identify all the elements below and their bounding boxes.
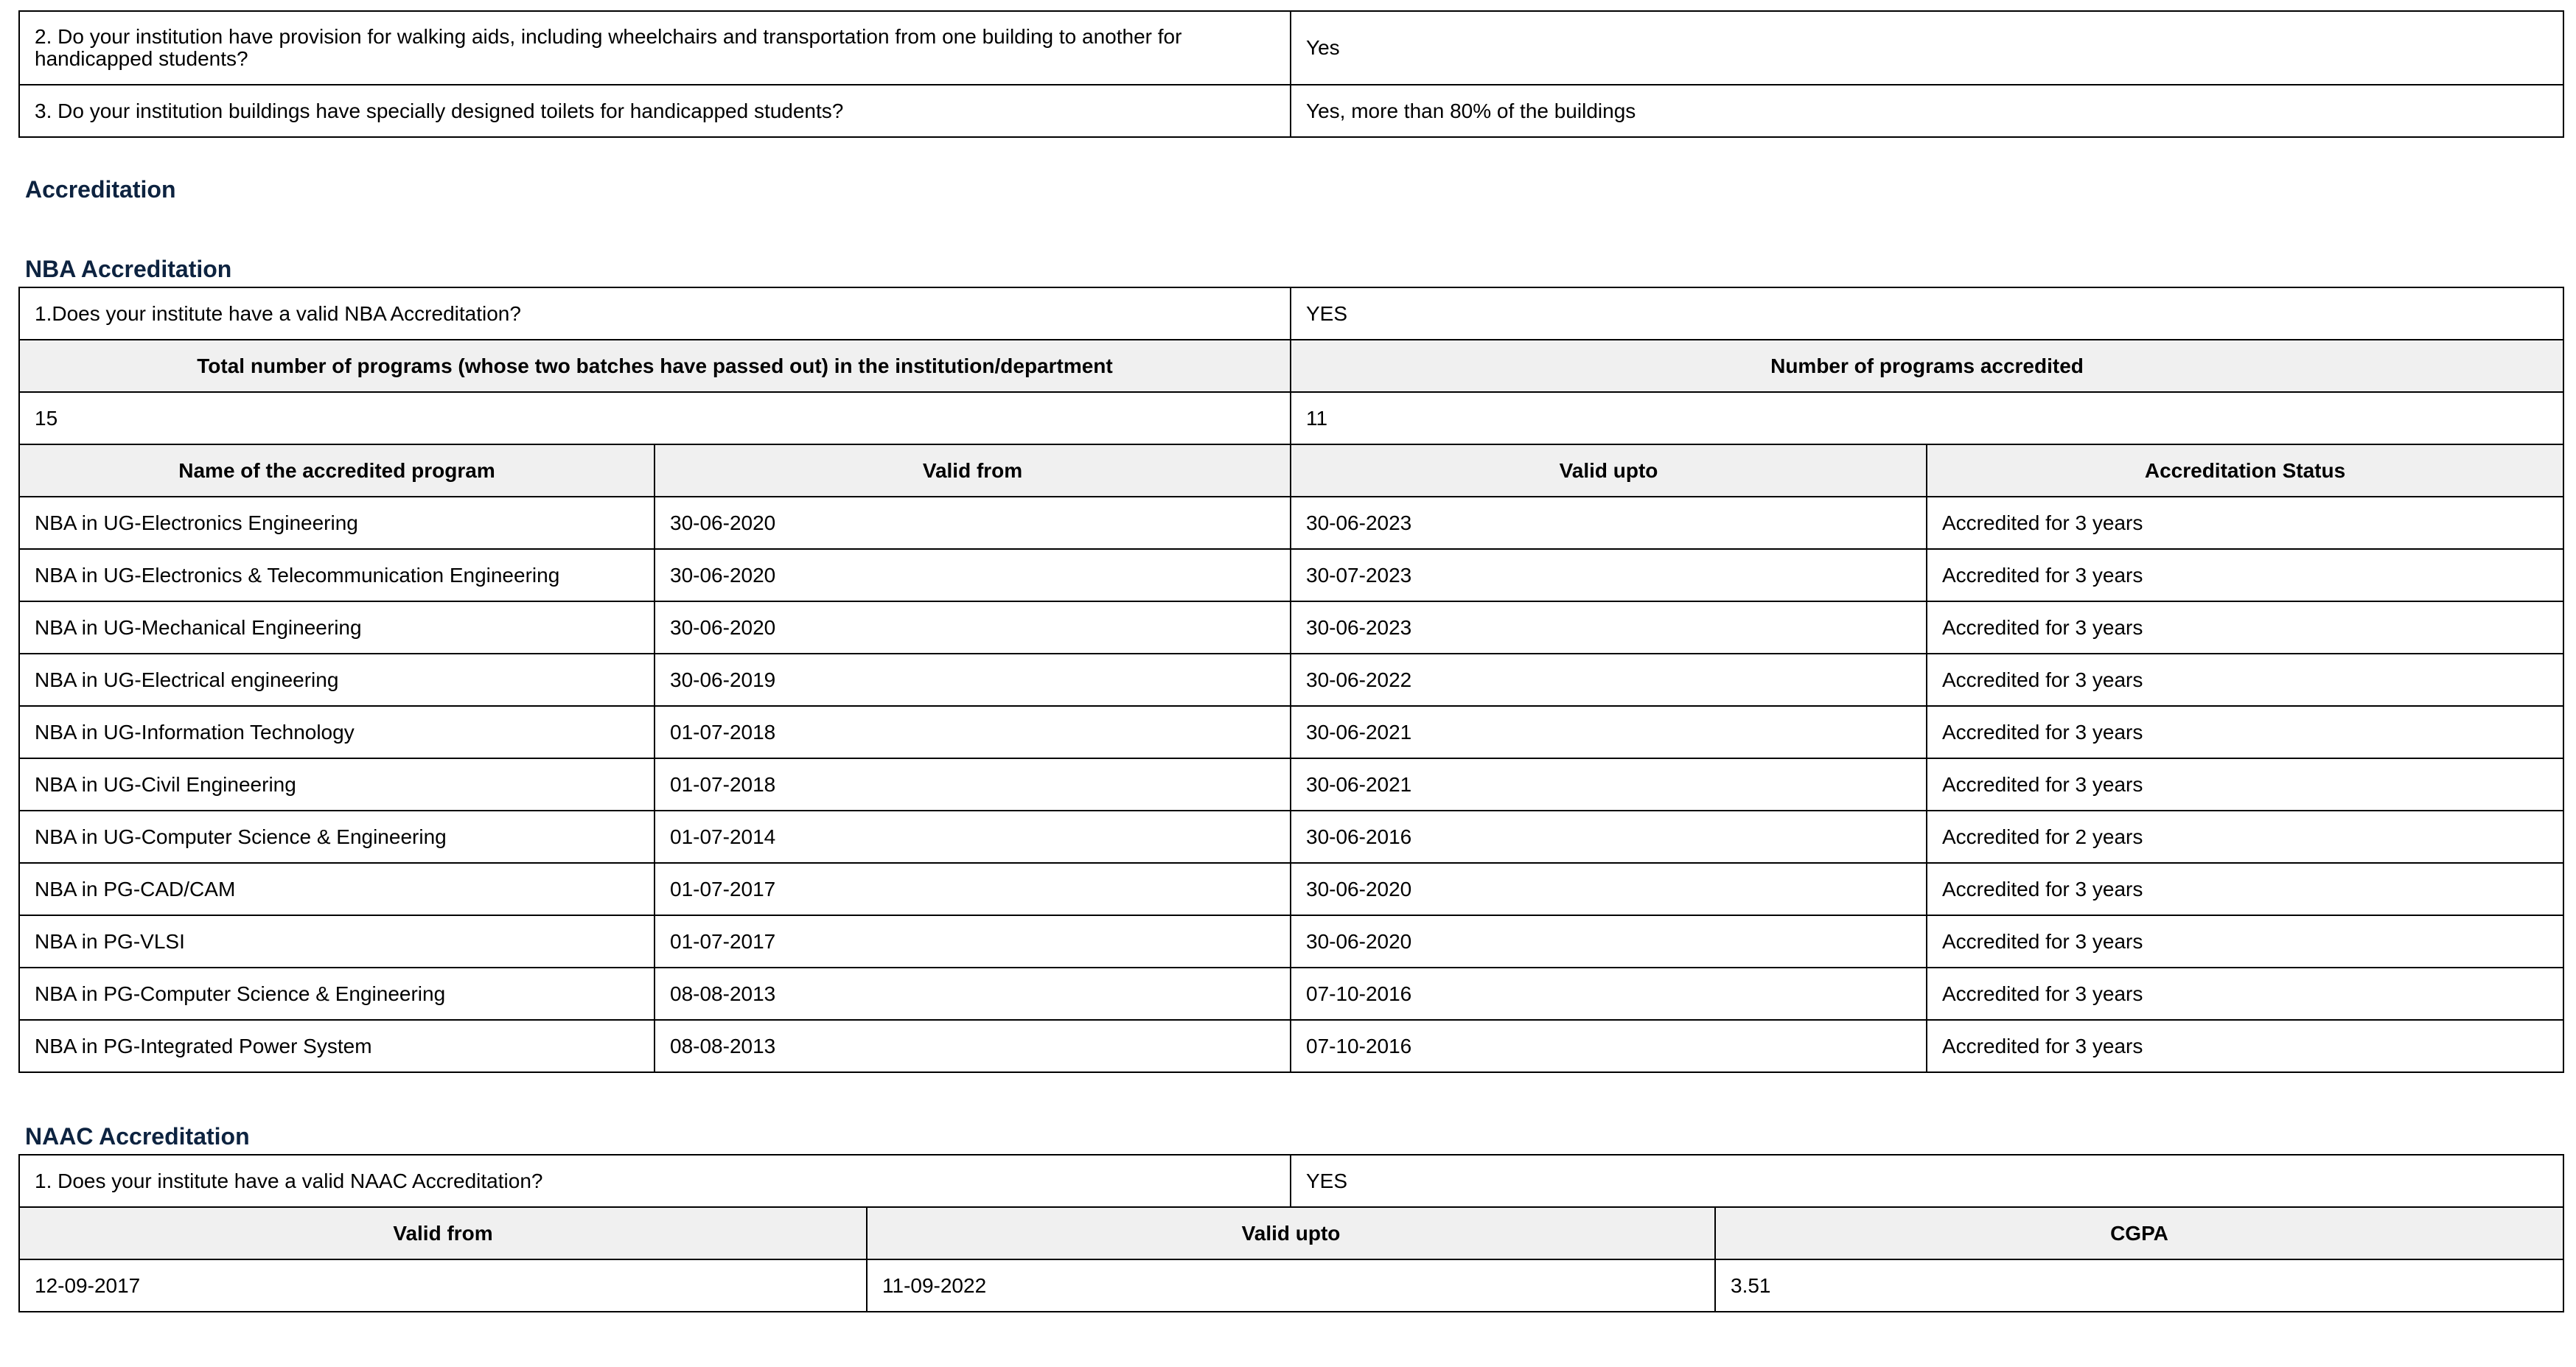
- naac-details-table: [18, 1206, 2564, 1312]
- table-row: [19, 85, 2563, 137]
- naac-column-header-cgpa: CGPA: [1715, 1207, 2563, 1259]
- valid-upto-cell: 07-10-2016: [1291, 968, 1927, 1020]
- valid-from-cell: 01-07-2018: [655, 758, 1291, 811]
- program-name-cell: NBA in PG-Integrated Power System: [19, 1020, 655, 1072]
- naac-question: 1. Does your institute have a valid NAAC Accreditation?: [19, 1155, 1291, 1207]
- nba-summary-table: [18, 287, 2564, 445]
- valid-from-cell: 01-07-2014: [655, 811, 1291, 863]
- accreditation-status-cell: Accredited for 3 years: [1927, 968, 2563, 1020]
- program-name-cell: NBA in PG-VLSI: [19, 915, 655, 968]
- table-row: [19, 915, 2563, 968]
- valid-upto-cell: 30-06-2023: [1291, 497, 1927, 549]
- naac-column-header-valid-from: Valid from: [19, 1207, 867, 1259]
- program-name-cell: NBA in UG-Civil Engineering: [19, 758, 655, 811]
- nba-question: 1.Does your institute have a valid NBA Accreditation?: [19, 287, 1291, 340]
- program-name-cell: NBA in UG-Computer Science & Engineering: [19, 811, 655, 863]
- table-row: [19, 1155, 2563, 1207]
- facilities-question-2: 2. Do your institution have provision for walking aids, including wheelchairs and transportation from one building to another for handicapped students?: [19, 11, 1291, 85]
- valid-from-cell: 08-08-2013: [655, 968, 1291, 1020]
- column-header-accreditation-status: Accreditation Status: [1927, 444, 2563, 497]
- accreditation-status-cell: Accredited for 3 years: [1927, 915, 2563, 968]
- nba-programs-body: [19, 497, 2563, 1072]
- program-name-cell: NBA in UG-Information Technology: [19, 706, 655, 758]
- table-row: [19, 1020, 2563, 1072]
- naac-cgpa: 3.51: [1715, 1259, 2563, 1312]
- nba-total-programs-header: Total number of programs (whose two batches have passed out) in the institution/department: [19, 340, 1291, 392]
- table-row: [19, 863, 2563, 915]
- valid-upto-cell: 07-10-2016: [1291, 1020, 1927, 1072]
- valid-from-cell: 01-07-2017: [655, 915, 1291, 968]
- facilities-answer-3: Yes, more than 80% of the buildings: [1291, 85, 2563, 137]
- table-header-row: [19, 340, 2563, 392]
- valid-upto-cell: 30-06-2021: [1291, 706, 1927, 758]
- accreditation-heading: Accreditation: [25, 176, 176, 203]
- nba-total-programs-value: 15: [19, 392, 1291, 444]
- accreditation-status-cell: Accredited for 2 years: [1927, 811, 2563, 863]
- table-row: [19, 758, 2563, 811]
- accreditation-status-cell: Accredited for 3 years: [1927, 549, 2563, 601]
- valid-from-cell: 01-07-2018: [655, 706, 1291, 758]
- nba-programs-table: [18, 444, 2564, 1073]
- nba-accredited-programs-header: Number of programs accredited: [1291, 340, 2563, 392]
- accreditation-status-cell: Accredited for 3 years: [1927, 654, 2563, 706]
- valid-upto-cell: 30-06-2016: [1291, 811, 1927, 863]
- nba-answer: YES: [1291, 287, 2563, 340]
- program-name-cell: NBA in UG-Mechanical Engineering: [19, 601, 655, 654]
- nba-accredited-programs-value: 11: [1291, 392, 2563, 444]
- document-page: [18, 10, 2563, 1312]
- program-name-cell: NBA in UG-Electrical engineering: [19, 654, 655, 706]
- valid-upto-cell: 30-06-2020: [1291, 863, 1927, 915]
- accreditation-status-cell: Accredited for 3 years: [1927, 601, 2563, 654]
- valid-upto-cell: 30-06-2020: [1291, 915, 1927, 968]
- valid-upto-cell: 30-06-2021: [1291, 758, 1927, 811]
- naac-valid-upto: 11-09-2022: [867, 1259, 1715, 1312]
- column-header-program-name: Name of the accredited program: [19, 444, 655, 497]
- table-row: [19, 811, 2563, 863]
- naac-valid-from: 12-09-2017: [19, 1259, 867, 1312]
- accreditation-status-cell: Accredited for 3 years: [1927, 497, 2563, 549]
- table-row: [19, 11, 2563, 85]
- table-row: [19, 287, 2563, 340]
- accreditation-status-cell: Accredited for 3 years: [1927, 706, 2563, 758]
- column-header-valid-upto: Valid upto: [1291, 444, 1927, 497]
- valid-upto-cell: 30-06-2022: [1291, 654, 1927, 706]
- program-name-cell: NBA in UG-Electronics & Telecommunication Engineering: [19, 549, 655, 601]
- valid-from-cell: 01-07-2017: [655, 863, 1291, 915]
- program-name-cell: NBA in UG-Electronics Engineering: [19, 497, 655, 549]
- valid-from-cell: 30-06-2020: [655, 549, 1291, 601]
- nba-heading: NBA Accreditation: [25, 256, 232, 282]
- table-row: [19, 654, 2563, 706]
- facilities-table: [18, 10, 2564, 138]
- naac-column-header-valid-upto: Valid upto: [867, 1207, 1715, 1259]
- accreditation-status-cell: Accredited for 3 years: [1927, 758, 2563, 811]
- valid-from-cell: 30-06-2020: [655, 601, 1291, 654]
- valid-upto-cell: 30-06-2023: [1291, 601, 1927, 654]
- naac-answer: YES: [1291, 1155, 2563, 1207]
- table-row: [19, 601, 2563, 654]
- valid-from-cell: 08-08-2013: [655, 1020, 1291, 1072]
- table-header-row: [19, 444, 2563, 497]
- valid-from-cell: 30-06-2020: [655, 497, 1291, 549]
- table-row: [19, 549, 2563, 601]
- table-header-row: [19, 1207, 2563, 1259]
- valid-from-cell: 30-06-2019: [655, 654, 1291, 706]
- accreditation-status-cell: Accredited for 3 years: [1927, 1020, 2563, 1072]
- facilities-answer-2: Yes: [1291, 11, 2563, 85]
- valid-upto-cell: 30-07-2023: [1291, 549, 1927, 601]
- column-header-valid-from: Valid from: [655, 444, 1291, 497]
- table-row: [19, 706, 2563, 758]
- naac-heading: NAAC Accreditation: [25, 1123, 250, 1150]
- table-row: [19, 968, 2563, 1020]
- naac-summary-table: [18, 1154, 2564, 1208]
- table-row: [19, 1259, 2563, 1312]
- table-row: [19, 497, 2563, 549]
- program-name-cell: NBA in PG-CAD/CAM: [19, 863, 655, 915]
- program-name-cell: NBA in PG-Computer Science & Engineering: [19, 968, 655, 1020]
- accreditation-status-cell: Accredited for 3 years: [1927, 863, 2563, 915]
- facilities-question-3: 3. Do your institution buildings have specially designed toilets for handicapped students?: [19, 85, 1291, 137]
- table-row: [19, 392, 2563, 444]
